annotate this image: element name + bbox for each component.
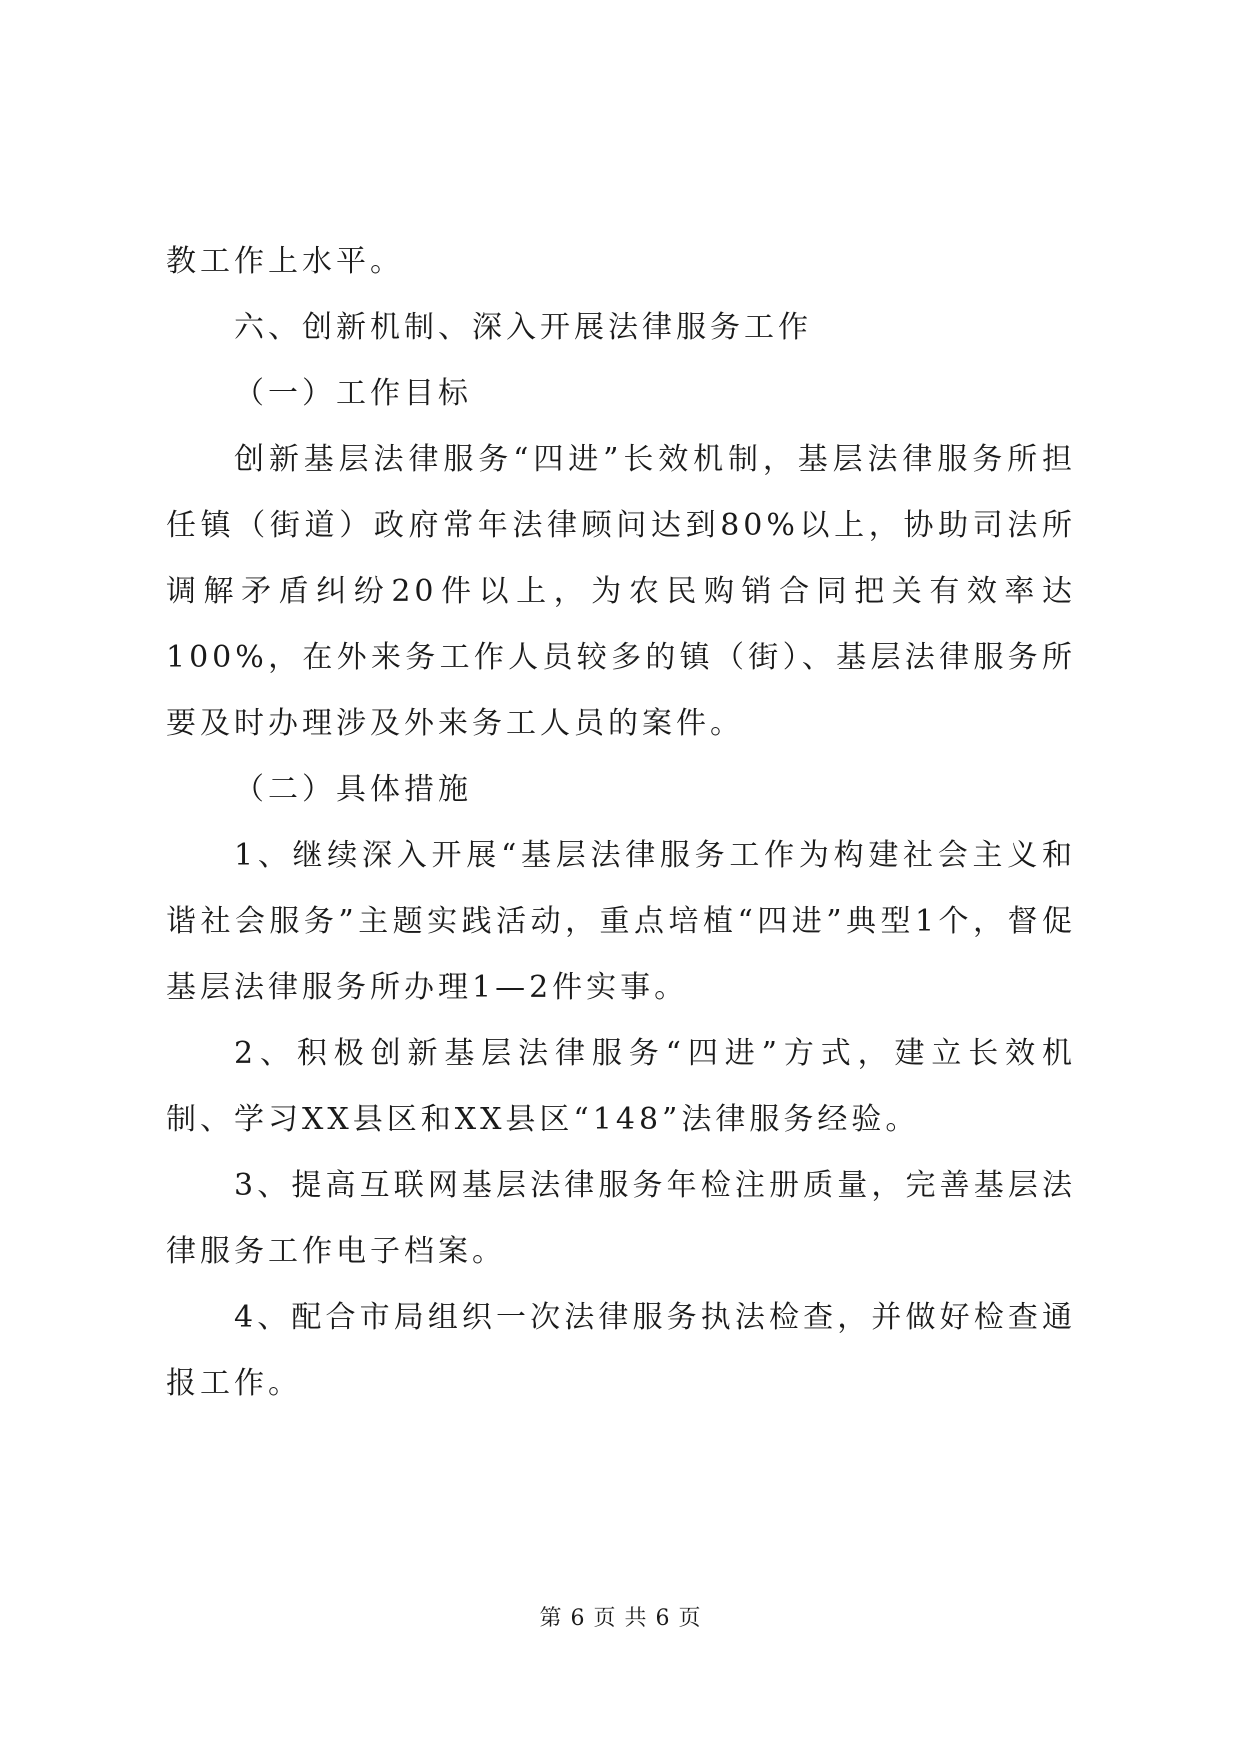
subheading-specific-measures: （二）具体措施 <box>234 772 472 807</box>
section-heading-6: 六、创新机制、深入开展法律服务工作 <box>234 310 812 345</box>
page-number-footer: 第 6 页 共 6 页 <box>539 1606 702 1631</box>
paragraph-continuation: 教工作上水平。 <box>166 244 404 279</box>
paragraph-work-goals: 创新基层法律服务“四进”长效机制，基层法律服务所担任镇（街道）政府常年法律顾问达到80%以上，协助司法所调解矛盾纠纷20件以上，为农民购销合同把关有效率达100%，在外来务工作人员较多的镇（街）、基层法律服务所要及时办理涉及外来务工人员的案件。 <box>166 442 1076 741</box>
measure-item-2: 2、积极创新基层法律服务“四进”方式，建立长效机制、学习XX县区和XX县区“148”法律服务经验。 <box>166 1036 1076 1137</box>
measure-item-4: 4、配合市局组织一次法律服务执法检查，并做好检查通报工作。 <box>166 1300 1076 1401</box>
subheading-work-goals: （一）工作目标 <box>234 376 472 411</box>
document-body <box>166 229 1076 1417</box>
measure-item-3: 3、提高互联网基层法律服务年检注册质量，完善基层法律服务工作电子档案。 <box>166 1168 1076 1269</box>
measure-item-1: 1、继续深入开展“基层法律服务工作为构建社会主义和谐社会服务”主题实践活动，重点培植“四进”典型1个，督促基层法律服务所办理1—2件实事。 <box>166 838 1076 1005</box>
